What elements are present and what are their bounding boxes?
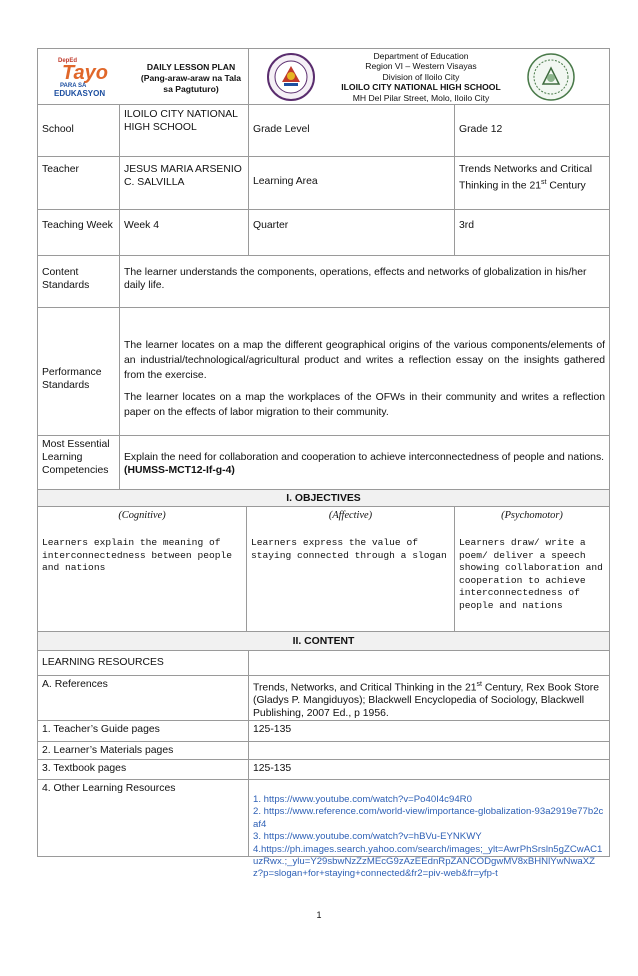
performance-standards-block: [120, 308, 609, 435]
resource-link[interactable]: 1. https://www.youtube.com/watch?v=Po40I4c94R0: [253, 794, 472, 805]
deped-seal-icon: [266, 52, 316, 102]
performance-standards-label: Performance Standards: [42, 367, 102, 391]
references-text-end: Century, Rex Book Store (Gladys P. Mangiduyos); Blackwell Encyclopedia of Sociology, Blackwell Publishing, 2007 Ed., p 1956.: [253, 682, 599, 720]
resource-link[interactable]: 4.https://ph.images.search.yahoo.com/search/images;_ylt=AwrPhSrsln5gZCwAC1uzRwx.;_ylu=Y29sbwNzZzMEcG9zAzEEdnRpZANCODgwMV8xBHNlYwNwaXZz?p=slogan+for+staying+connected&fr2=piv-web&fr=yfp-t: [253, 843, 603, 880]
region-name: Region VI – Western Visayas: [365, 61, 477, 72]
cognitive-objective: Learners explain the meaning of interconnectedness between people and nations: [42, 537, 232, 573]
department-name: Department of Education: [373, 51, 469, 61]
teaching-week-label: Teaching Week: [42, 220, 113, 231]
plan-title: DAILY LESSON PLAN: [146, 62, 236, 72]
content-standards-text: The learner understands the components, operations, effects and networks of globalization in his/her daily life.: [124, 267, 587, 291]
other-resources-label: 4. Other Learning Resources: [42, 783, 176, 794]
content-heading: II. CONTENT: [292, 636, 355, 647]
learners-materials-value: [249, 742, 609, 759]
psychomotor-objective: Learners draw/ write a poem/ deliver a speech showing collaboration and cooperation to achieve interconnectedness of people and nations: [459, 537, 603, 611]
logo-para-sa-text: PARA SA: [60, 83, 87, 89]
department-header: [318, 51, 524, 103]
references-label: A. References: [42, 679, 108, 690]
performance-standard-2: The learner locates on a map the workplaces of the OFWs in their community and writes a reflection paper on the effects of labor migration to their community.: [124, 392, 605, 418]
cognitive-heading: (Cognitive): [118, 510, 166, 521]
melc-label: Most Essential Learning Competencies: [42, 439, 110, 476]
logo-deped-text: DepEd: [58, 58, 78, 64]
melc-text: Explain the need for collaboration and cooperation to achieve interconnectedness of people and nations.: [124, 452, 605, 463]
learning-resources-label: LEARNING RESOURCES: [42, 657, 164, 668]
resource-link[interactable]: 3. https://www.youtube.com/watch?v=hBVu-EYNKWY: [253, 831, 482, 843]
melc-block: [120, 436, 609, 489]
learning-area-label: Learning Area: [253, 176, 318, 187]
page-number: 1: [316, 910, 322, 920]
logo-edukasyon-text: EDUKASYON: [54, 89, 106, 98]
content-standards-label: Content Standards: [42, 267, 90, 291]
teacher-value: JESUS MARIA ARSENIO C. SALVILLA: [124, 164, 242, 188]
logo-tayo-text: Tayo: [62, 62, 108, 84]
school-seal-icon: [526, 52, 576, 102]
teachers-guide-label: 1. Teacher’s Guide pages: [42, 724, 160, 735]
resource-link[interactable]: 2. https://www.reference.com/world-view/importance-globalization-93a2919e77b2caf4: [253, 806, 604, 830]
objectives-heading: I. OBJECTIVES: [286, 493, 361, 504]
references-sup: st: [476, 681, 482, 688]
performance-standard-1: The learner locates on a map the different geographical origins of the various components/elements of an industrial/technological/agricultural product and writes a reflection essay on the insights gathered from the exercise.: [124, 340, 605, 381]
teachers-guide-value: 125-135: [253, 724, 292, 735]
plan-subtitle: (Pang-araw-araw na Tala sa Pagtuturo): [140, 73, 242, 94]
quarter-label: Quarter: [253, 220, 289, 231]
school-value: ILOILO CITY NATIONAL HIGH SCHOOL: [124, 109, 238, 133]
textbook-label: 3. Textbook pages: [42, 763, 127, 774]
grade-level-label: Grade Level: [253, 124, 310, 135]
affective-heading: (Affective): [328, 510, 373, 521]
learning-area-text: Trends Networks and Critical Thinking in the 21: [459, 164, 593, 192]
division-name: Division of Iloilo City: [382, 71, 460, 82]
learning-area-sup: st: [541, 179, 547, 186]
grade-level-value: Grade 12: [459, 124, 503, 135]
affective-objective: Learners express the value of staying connected through a slogan: [251, 537, 447, 561]
melc-code: (HUMSS-MCT12-If-g-4): [124, 465, 235, 476]
learners-materials-label: 2. Learner’s Materials pages: [42, 745, 174, 756]
learning-area-value: [455, 157, 609, 209]
references-value: [249, 676, 609, 720]
school-label: School: [42, 124, 74, 135]
teaching-week-value: Week 4: [124, 220, 160, 231]
psychomotor-heading: (Psychomotor): [501, 510, 563, 521]
teacher-label: Teacher: [42, 164, 79, 175]
school-address: MH Del Pilar Street, Molo, Iloilo City: [352, 92, 490, 103]
other-resources-links: [249, 780, 609, 880]
school-name-header: ILOILO CITY NATIONAL HIGH SCHOOL: [341, 82, 501, 93]
plan-title-block: [136, 62, 246, 95]
quarter-value: 3rd: [459, 220, 475, 231]
textbook-value: 125-135: [253, 763, 292, 774]
references-text: Trends, Networks, and Critical Thinking in the 21: [253, 682, 477, 694]
deped-tayo-logo: [48, 52, 122, 102]
learning-area-text-end: Century: [546, 180, 586, 192]
